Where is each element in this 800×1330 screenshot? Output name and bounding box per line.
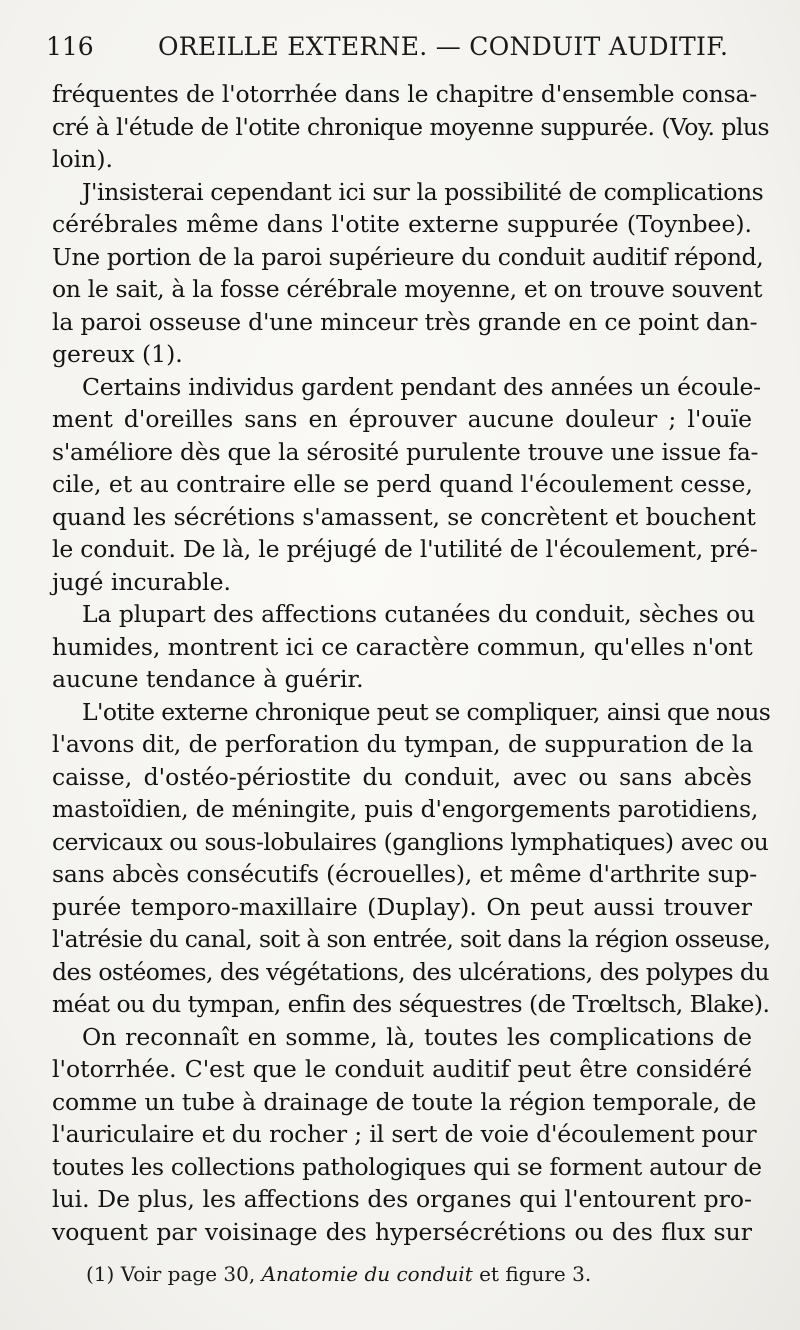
text-line: comme un tube à drainage de toute la région temporale, de	[52, 1087, 757, 1116]
text-line: l'otorrhée. C'est que le conduit auditif peut être considéré	[52, 1055, 752, 1083]
text-line: la paroi osseuse d'une minceur très grande en ce point dan-	[52, 307, 758, 336]
footnote-marker: (1)	[86, 1262, 115, 1286]
text-line: on le sait, à la fosse cérébrale moyenne, et on trouve souvent	[52, 275, 763, 303]
text-line: Certains individus gardent pendant des années un écoule-	[82, 372, 761, 401]
text-line: fréquentes de l'otorrhée dans le chapitre d'ensemble consa-	[52, 80, 758, 108]
body-text	[52, 78, 771, 1248]
text-line: des ostéomes, des végétations, des ulcérations, des polypes du	[52, 957, 770, 986]
footnote	[86, 1262, 591, 1286]
text-line: cervicaux ou sous-lobulaires (ganglions lymphatiques) avec ou	[52, 827, 769, 856]
text-line: La plupart des affections cutanées du conduit, sèches ou	[82, 600, 756, 628]
footnote-text-italic: Anatomie du conduit	[261, 1262, 473, 1286]
text-line: cré à l'étude de l'otite chronique moyenne suppurée. (Voy. plus	[52, 112, 769, 141]
text-line: aucune tendance à guérir.	[52, 665, 364, 693]
text-line: On reconnaît en somme, là, toutes les complications de	[82, 1022, 752, 1051]
text-line: jugé incurable.	[52, 567, 231, 596]
running-head: OREILLE EXTERNE. — CONDUIT AUDITIF.	[158, 32, 729, 61]
footnote-text-before: Voir page 30,	[114, 1262, 262, 1286]
text-line: le conduit. De là, le préjugé de l'utilité de l'écoulement, pré-	[52, 535, 758, 563]
footnote-text-after: et figure 3.	[472, 1262, 592, 1286]
text-line: cérébrales même dans l'otite externe suppurée (Toynbee).	[52, 210, 752, 238]
text-line: purée temporo-maxillaire (Duplay). On peut aussi trouver	[52, 892, 752, 921]
text-line: toutes les collections pathologiques qui se forment autour de	[52, 1152, 762, 1181]
text-line: quand les sécrétions s'amassent, se concrètent et bouchent	[52, 502, 756, 531]
text-line: sans abcès consécutifs (écrouelles), et même d'arthrite sup-	[52, 860, 757, 888]
page-number: 116	[46, 32, 94, 61]
text-line: humides, montrent ici ce caractère commun, qu'elles n'ont	[52, 632, 753, 661]
text-line: s'améliore dès que la sérosité purulente trouve une issue fa-	[52, 437, 759, 466]
text-line: l'auriculaire et du rocher ; il sert de voie d'écoulement pour	[52, 1120, 757, 1148]
text-line: loin).	[52, 145, 113, 173]
text-line: J'insisterai cependant ici sur la possibilité de complications	[82, 177, 764, 206]
text-line: lui. De plus, les affections des organes qui l'entourent pro-	[52, 1185, 752, 1213]
text-line: L'otite externe chronique peut se compliquer, ainsi que nous	[82, 697, 771, 726]
text-line: cile, et au contraire elle se perd quand l'écoulement cesse,	[52, 470, 753, 498]
text-line: Une portion de la paroi supérieure du conduit auditif répond,	[52, 242, 764, 271]
text-line: l'avons dit, de perforation du tympan, de suppuration de la	[52, 730, 754, 758]
text-line: méat ou du tympan, enfin des séquestres (de Trœltsch, Blake).	[52, 990, 770, 1018]
text-line: ment d'oreilles sans en éprouver aucune douleur ; l'ouïe	[52, 405, 752, 433]
page-header	[46, 32, 729, 72]
text-line: mastoïdien, de méningite, puis d'engorgements parotidiens,	[52, 795, 759, 823]
text-line: l'atrésie du canal, soit à son entrée, soit dans la région osseuse,	[52, 925, 771, 953]
text-line: voquent par voisinage des hypersécrétions ou des flux sur	[52, 1217, 752, 1246]
text-line: caisse, d'ostéo-périostite du conduit, avec ou sans abcès	[52, 762, 752, 791]
text-line: gereux (1).	[52, 340, 183, 368]
